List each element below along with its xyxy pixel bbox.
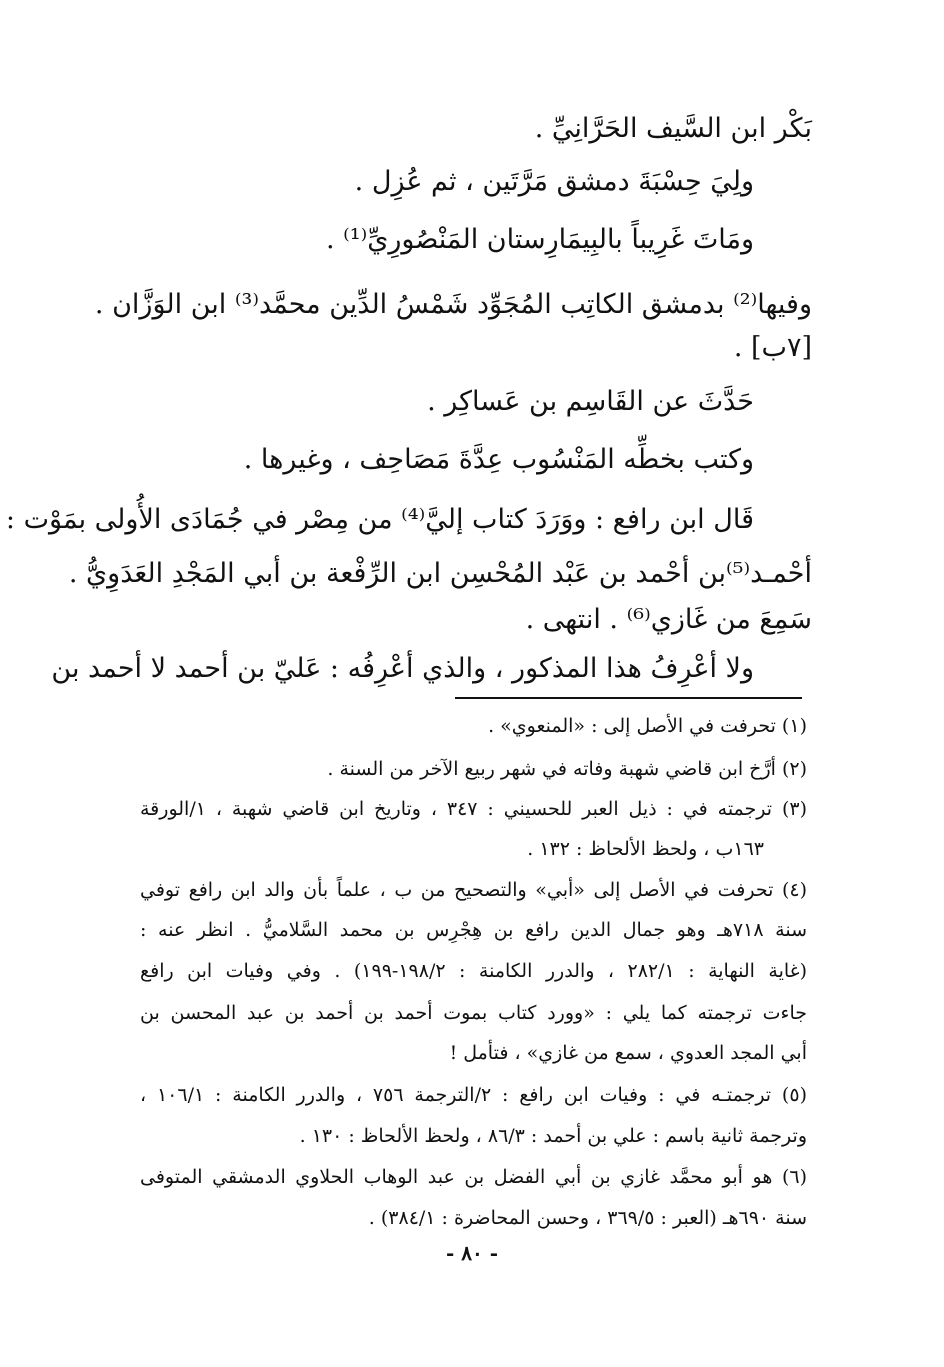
body-line-11: ولا أعْرِفُ هذا المذكور ، والذي أعْرِفُه : عَليّ بن أحمد لا أحمد بن [51, 653, 754, 684]
page-number: - ٨٠ - [445, 1241, 498, 1265]
body-line-10: سَمِعَ من غَازي⁽⁶⁾ . انتهى . [525, 604, 812, 635]
footnote-line-10: (٥) ترجمتـه في : وفيات ابن رافع : ٢/الترجمة ٧٥٦ ، والدرر الكامنة : ١٠٦/١ ، [140, 1084, 807, 1106]
footnote-line-4: ١٦٣ب ، ولحظ الألحاظ : ١٣٢ . [527, 838, 764, 860]
body-line-4: وفيها⁽²⁾ بدمشق الكاتِب المُجَوِّد شَمْسُ الدِّين محمَّد⁽³⁾ ابن الوَزَّان . [94, 289, 812, 320]
body-line-1: بَكْر ابن السَّيف الحَرَّانِيِّ . [534, 113, 812, 144]
footnote-line-7: (غاية النهاية : ٢٨٢/١ ، والدرر الكامنة : ١٩٨/٢-١٩٩) . وفي وفيات ابن رافع [140, 960, 807, 982]
body-line-6: حَدَّثَ عن القَاسِم بن عَساكِر . [427, 386, 754, 417]
footnote-line-6: سنة ٧١٨هـ وهو جمال الدين رافع بن هِجْرِس بن محمد السَّلاميُّ . انظر عنه : [140, 919, 807, 941]
body-line-2: ولِيَ حِسْبَةَ دمشق مَرَّتَين ، ثم عُزِل . [354, 166, 754, 197]
footnote-line-5: (٤) تحرفت في الأصل إلى «أبي» والتصحيح من ب ، علماً بأن والد ابن رافع توفي [140, 879, 807, 901]
footnote-line-12: (٦) هو أبو محمَّد غازي بن أبي الفضل بن عبد الوهاب الحلاوي الدمشقي المتوفى [140, 1166, 807, 1188]
footnote-line-11: وترجمة ثانية باسم : علي بن أحمد : ٨٦/٣ ، ولحظ الألحاظ : ١٣٠ . [299, 1125, 807, 1147]
body-line-7: وكتب بخطِّه المَنْسُوب عِدَّةَ مَصَاحِف ، وغيرها . [243, 444, 754, 475]
footnote-line-2: (٢) أرَّخ ابن قاضي شهبة وفاته في شهر ربيع الآخر من السنة . [327, 758, 807, 780]
body-line-8: قَال ابن رافع : ووَرَدَ كتاب إليَّ⁽⁴⁾ من مِصْر في جُمَادَى الأُولى بمَوْت : [5, 504, 754, 535]
footnote-line-13: سنة ٦٩٠هـ (العبر : ٣٦٩/٥ ، وحسن المحاضرة : ٣٨٤/١) . [368, 1207, 807, 1229]
footnote-line-3: (٣) ترجمته في : ذيل العبر للحسيني : ٣٤٧ ، وتاريخ ابن قاضي شهبة ، ١/الورقة [140, 798, 807, 820]
footnote-separator [455, 697, 802, 699]
body-line-3: ومَاتَ غَرِيباً بالبِيمَارِستان المَنْصُورِيِّ⁽¹⁾ . [325, 224, 754, 255]
footnote-line-8: جاءت ترجمته كما يلي : «وورد كتاب بموت أحمد بن أحمد بن عبد المحسن بن [140, 1002, 807, 1024]
footnote-line-1: (١) تحرفت في الأصل إلى : «المنعوي» . [488, 715, 807, 737]
footnote-line-9: أبي المجد العدوي ، سمع من غازي» ، فتأمل ! [449, 1042, 807, 1064]
body-line-9: أحْمـد⁽⁵⁾بن أحْمد بن عَبْد المُحْسِن ابن الرِّفْعة بن أبي المَجْدِ العَدَوِيُّ . [68, 558, 812, 589]
body-line-5: [٧ب] . [733, 332, 812, 363]
